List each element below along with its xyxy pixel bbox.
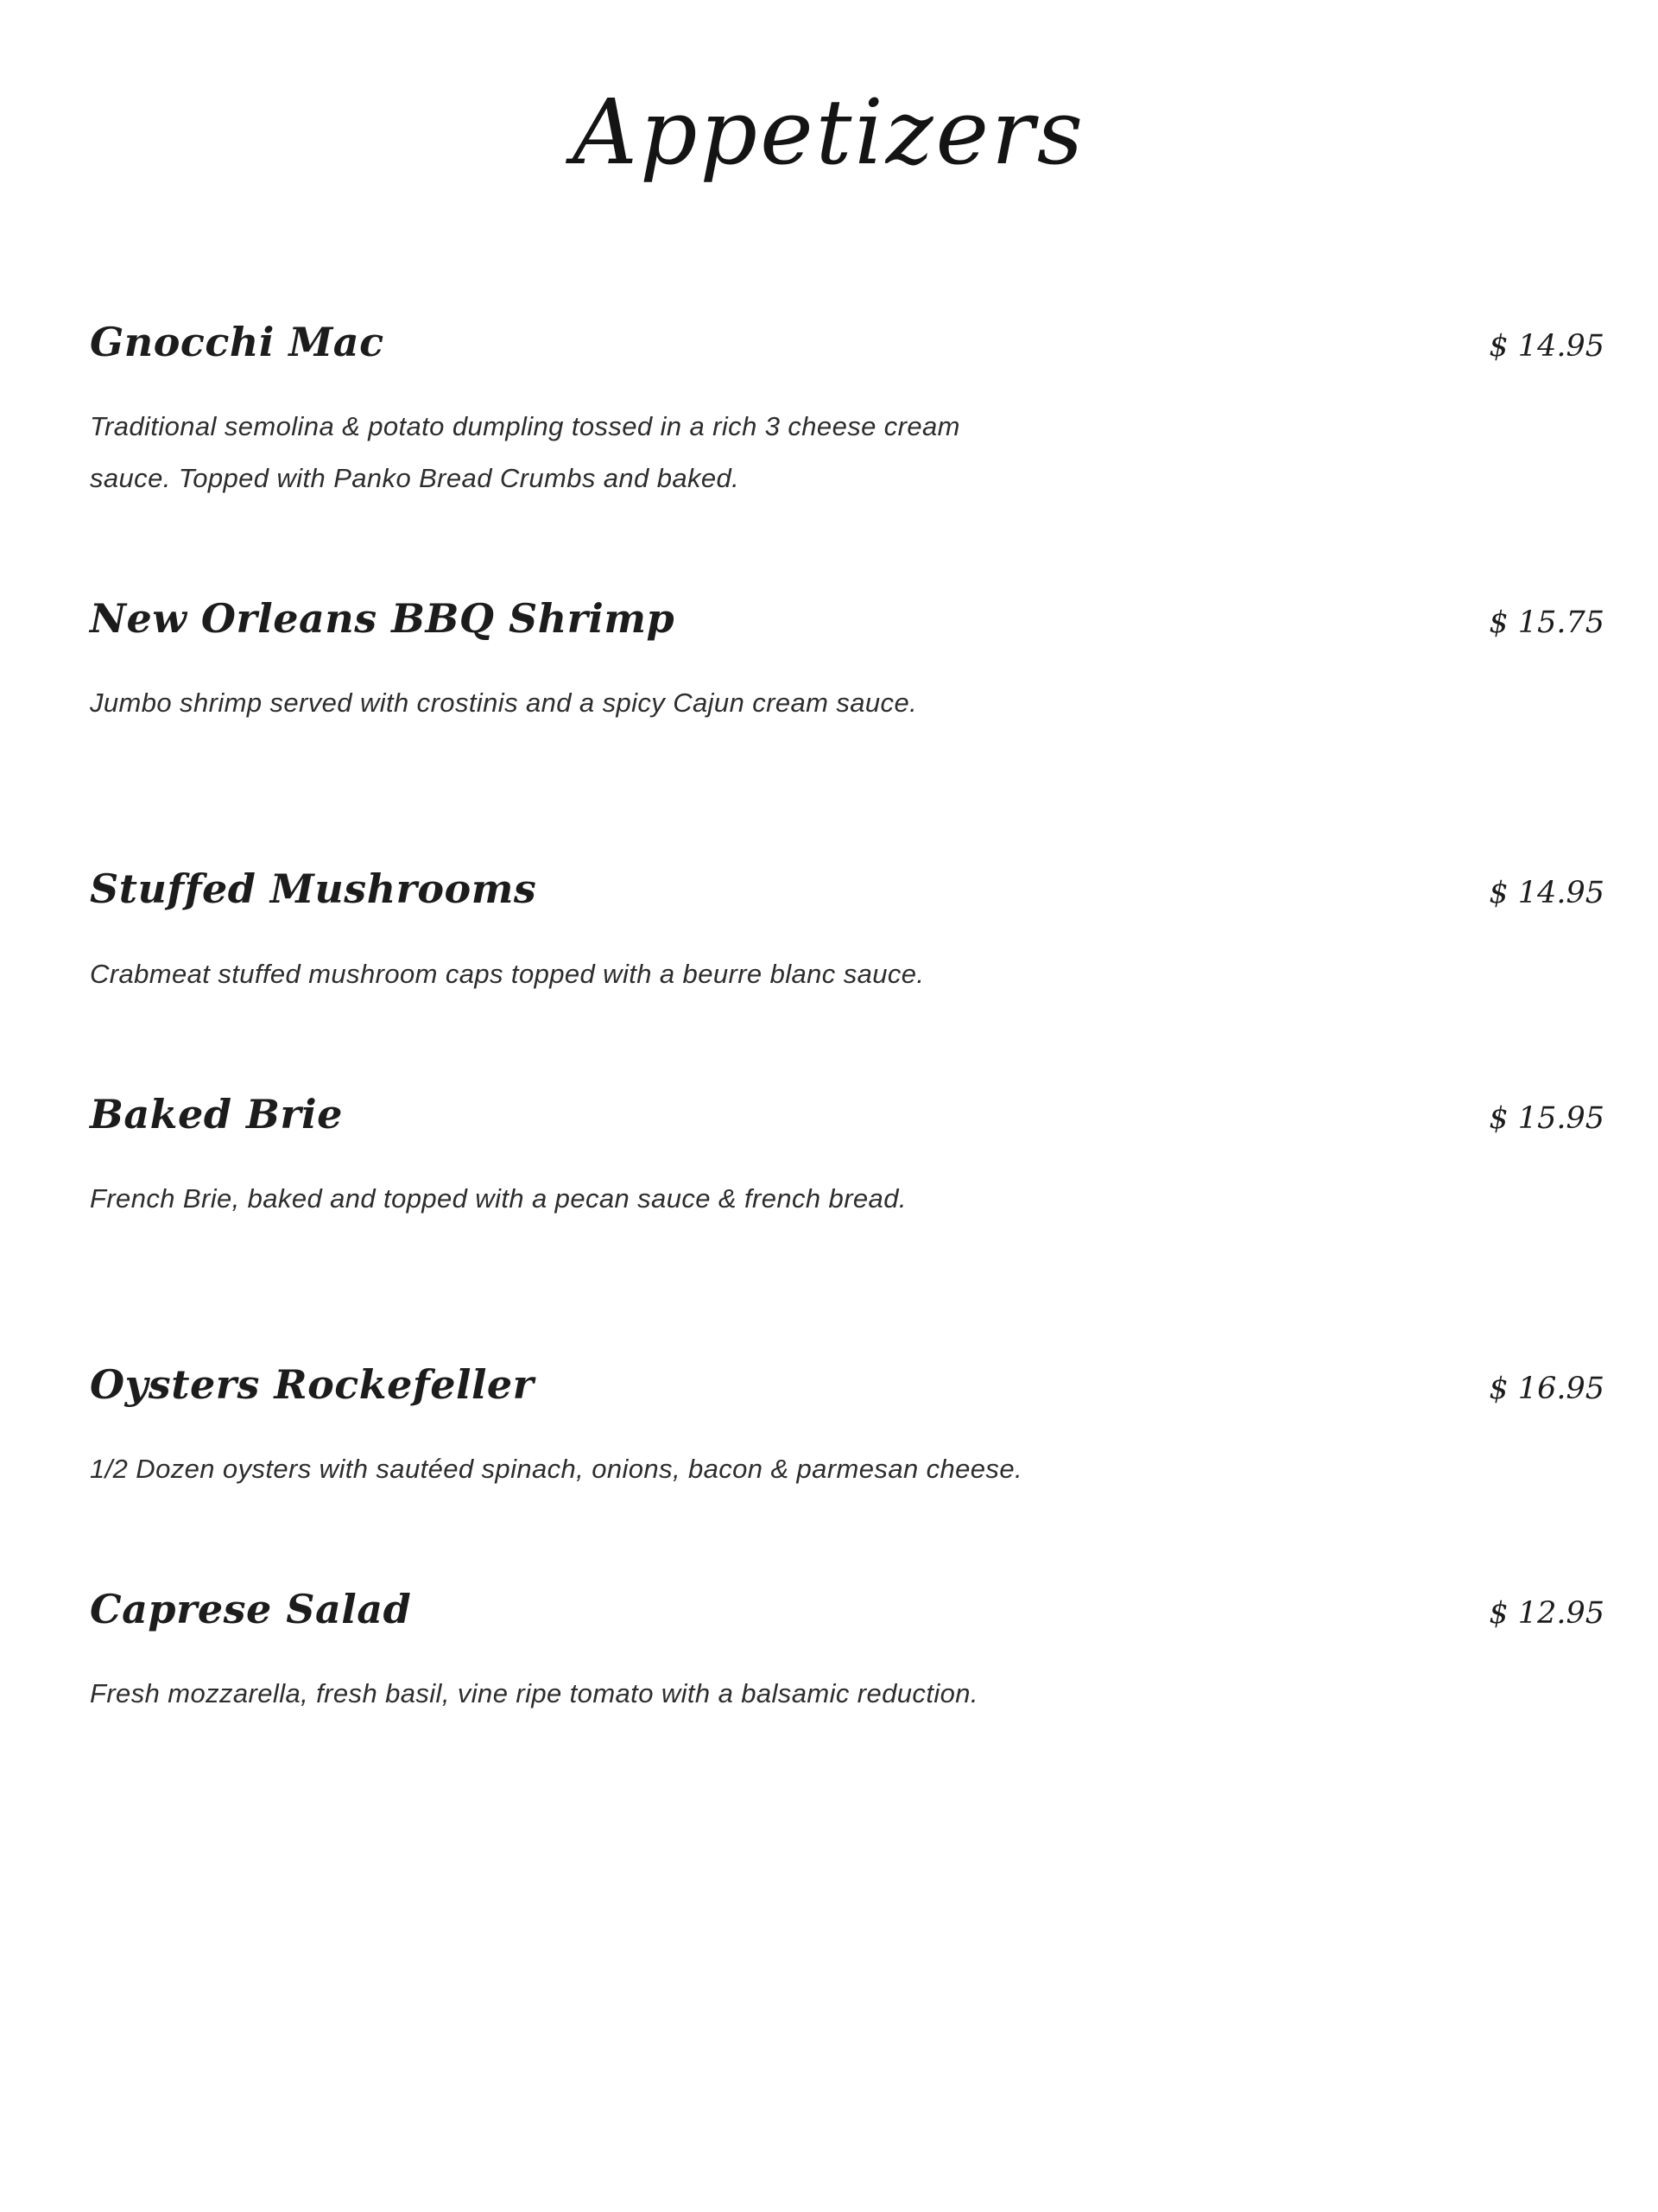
menu-section-title: Appetizers — [572, 79, 1086, 185]
item-description — [90, 1443, 1604, 1495]
item-description-line: Fresh mozzarella, fresh basil, vine ripe tomato with a balsamic reduction. — [90, 1678, 978, 1709]
item-name: Baked Brie — [90, 1090, 343, 1138]
menu-item — [90, 1361, 1604, 1495]
item-name: Stuffed Mushrooms — [90, 865, 537, 913]
item-description-line: French Brie, baked and topped with a pecan sauce & french bread. — [90, 1182, 907, 1214]
menu-item — [90, 1586, 1604, 1720]
item-description — [90, 1173, 1604, 1225]
menu-item — [90, 865, 1604, 999]
item-price: $ 12.95 — [1489, 1595, 1604, 1631]
item-description-line: Jumbo shrimp served with crostinis and a spicy Cajun cream sauce. — [90, 688, 918, 719]
item-header — [90, 319, 1604, 366]
item-description-line: Crabmeat stuffed mushroom caps topped with a beurre blanc sauce. — [90, 958, 925, 989]
item-price: $ 15.95 — [1489, 1100, 1604, 1136]
item-price: $ 15.75 — [1489, 605, 1604, 641]
item-description — [90, 948, 1604, 1000]
item-header — [90, 1091, 1604, 1138]
item-description — [90, 401, 1604, 504]
item-description — [90, 677, 1604, 729]
item-description — [90, 1668, 1604, 1720]
item-header — [90, 865, 1604, 913]
item-header — [90, 595, 1604, 643]
menu-item — [90, 595, 1604, 729]
item-description-line: Traditional semolina & potato dumpling tossed in a rich 3 cheese cream — [90, 411, 960, 442]
item-name: Caprese Salad — [90, 1585, 412, 1632]
item-name: New Orleans BBQ Shrimp — [90, 595, 675, 643]
item-description-line: 1/2 Dozen oysters with sautéed spinach, onions, bacon & parmesan cheese. — [90, 1453, 1022, 1484]
item-price: $ 14.95 — [1489, 329, 1604, 364]
item-name: Oysters Rockefeller — [90, 1360, 535, 1408]
item-description-line: sauce. Topped with Panko Bread Crumbs and baked. — [90, 463, 740, 494]
item-price: $ 16.95 — [1489, 1371, 1604, 1406]
item-header — [90, 1361, 1604, 1409]
menu-item — [90, 319, 1604, 504]
item-header — [90, 1586, 1604, 1633]
menu-item — [90, 1091, 1604, 1225]
item-name: Gnocchi Mac — [90, 319, 384, 365]
item-price: $ 14.95 — [1489, 876, 1604, 911]
